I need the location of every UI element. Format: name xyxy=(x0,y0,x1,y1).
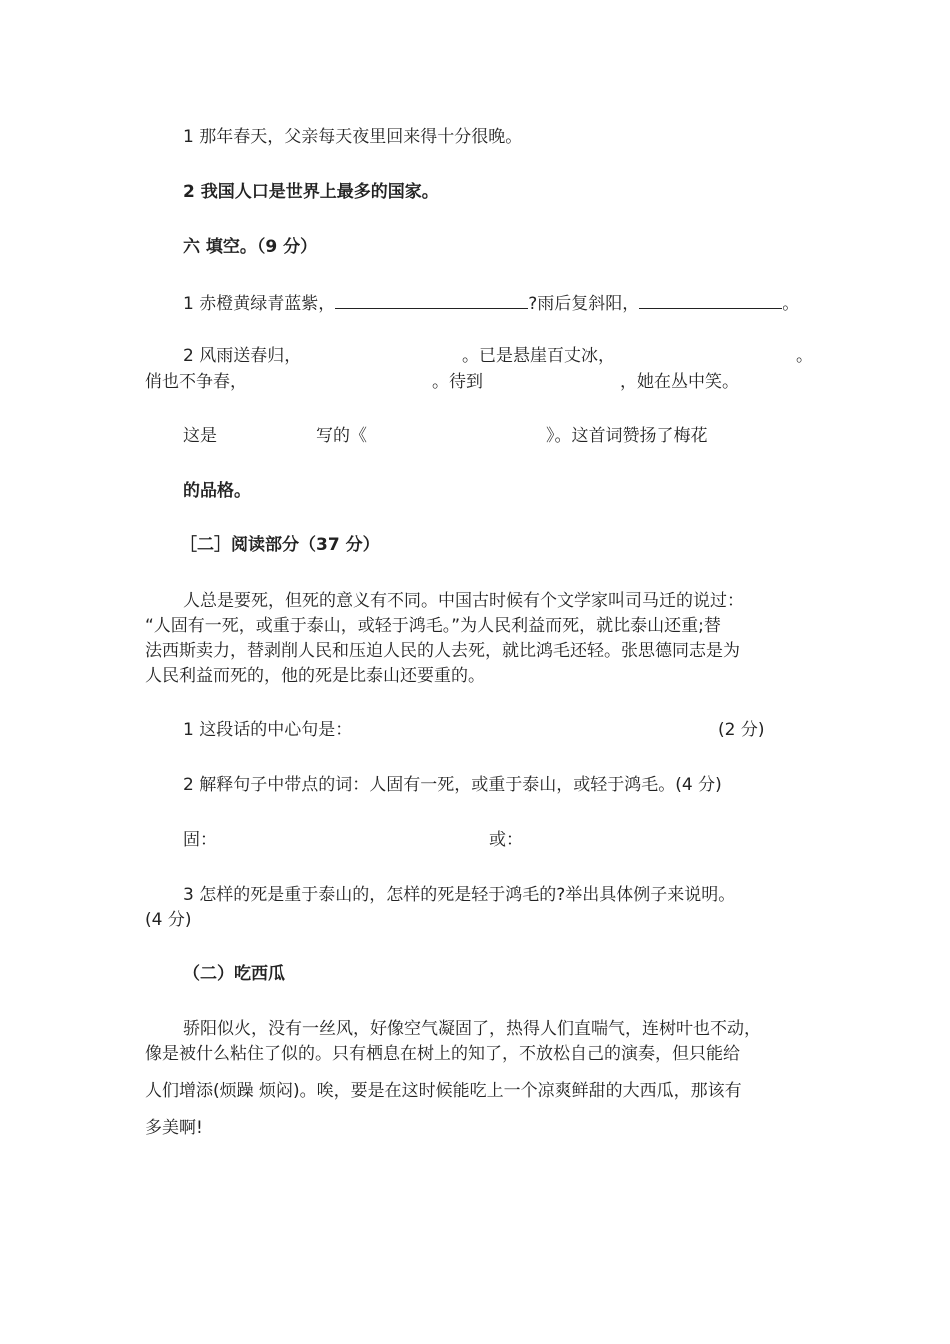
fill-text: 2 风雨送春归， xyxy=(183,346,302,366)
score-label: (2 分) xyxy=(718,720,765,740)
fill-text: 。 xyxy=(796,346,813,366)
paragraph-line: 法西斯卖力，替剥削人民和压迫人民的人去死，就比鸿毛还轻。张思德同志是为 xyxy=(145,641,740,661)
fill-text: ，她在丛中笑。 xyxy=(620,372,739,392)
blank-underline[interactable] xyxy=(335,290,528,309)
question-line: 3 怎样的死是重于泰山的，怎样的死是轻于鸿毛的?举出具体例子来说明。 xyxy=(183,885,736,905)
fill-text: 写的《 xyxy=(316,426,367,446)
fill-text: 。 xyxy=(782,294,800,314)
answer-label: 固： xyxy=(183,830,217,850)
fill-text: 。已是悬崖百丈冰， xyxy=(462,346,615,366)
paragraph-line: 多美啊! xyxy=(145,1118,203,1138)
fill-text: 》。这首词赞扬了梅花 xyxy=(546,426,708,446)
section-heading: （二）吃西瓜 xyxy=(183,964,285,984)
question-line: 1 这段话的中心句是： xyxy=(183,720,353,740)
score-label: (4 分) xyxy=(145,910,192,930)
fill-text: 俏也不争春， xyxy=(145,372,247,392)
fill-text: ?雨后复斜阳， xyxy=(528,294,640,314)
fill-text: 这是 xyxy=(183,426,217,446)
question-line: 1 那年春天，父亲每天夜里回来得十分很晚。 xyxy=(183,127,523,147)
question-line: 2 我国人口是世界上最多的国家。 xyxy=(183,182,439,202)
paragraph-line: 像是被什么粘住了似的。只有栖息在树上的知了，不放松自己的演奏，但只能给 xyxy=(145,1044,740,1064)
fill-text: 的品格。 xyxy=(183,481,251,501)
answer-label: 或： xyxy=(489,830,523,850)
fill-blank-line xyxy=(183,290,799,316)
paragraph-line: 骄阳似火，没有一丝风，好像空气凝固了，热得人们直喘气，连树叶也不动， xyxy=(183,1019,761,1039)
paragraph-line: 人民利益而死的，他的死是比泰山还要重的。 xyxy=(145,666,485,686)
paragraph-line: 人们增添(烦躁 烦闷)。唉，要是在这时候能吃上一个凉爽鲜甜的大西瓜，那该有 xyxy=(145,1081,742,1101)
paragraph-line: “人固有一死，或重于泰山，或轻于鸿毛。”为人民利益而死，就比泰山还重;替 xyxy=(145,616,721,636)
fill-text: 。待到 xyxy=(432,372,483,392)
paragraph-line: 人总是要死，但死的意义有不同。中国古时候有个文学家叫司马迁的说过： xyxy=(183,591,744,611)
fill-text: 1 赤橙黄绿青蓝紫， xyxy=(183,294,336,314)
blank-underline[interactable] xyxy=(639,290,782,309)
section-heading: 六 填空。（9 分） xyxy=(183,237,318,257)
question-line: 2 解释句子中带点的词：人固有一死，或重于泰山，或轻于鸿毛。(4 分) xyxy=(183,775,722,795)
section-heading: ［二］阅读部分（37 分） xyxy=(180,535,380,555)
